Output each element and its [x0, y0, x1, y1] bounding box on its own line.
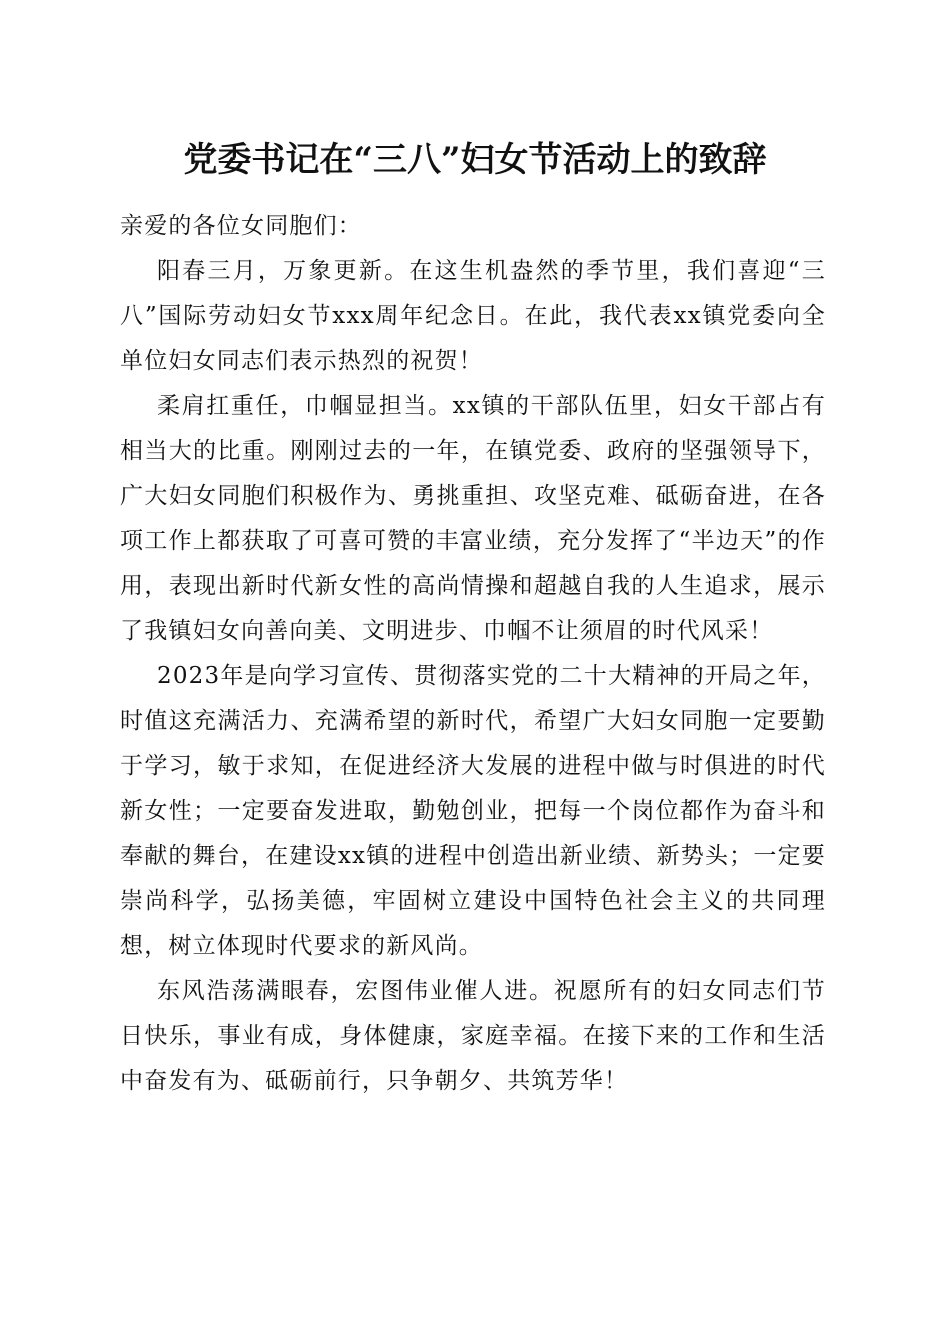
document-title: 党委书记在“三八”妇女节活动上的致辞: [183, 140, 767, 180]
paragraph-expectations: 2023年是向学习宣传、贯彻落实党的二十大精神的开局之年，时值这充满活力、充满希望的新时代，希望广大妇女同胞一定要勤于学习，敏于求知，在促进经济大发展的进程中做与时俱进的时代新女性；一定要奋发进取，勤勉创业，把每一个岗位都作为奋斗和奉献的舞台，在建设xx镇的进程中创造出新业绩、新势头；一定要崇尚科学，弘扬美德，牢固树立建设中国特色社会主义的共同理想，树立体现时代要求的新风尚。: [120, 663, 826, 959]
salutation: 亲爱的各位女同胞们：: [120, 213, 362, 239]
document-body: [120, 204, 826, 1104]
paragraph-wishes: 东风浩荡满眼春，宏图伟业催人进。祝愿所有的妇女同志们节日快乐，事业有成，身体健康，家庭幸福。在接下来的工作和生活中奋发有为、砥砺前行，只争朝夕、共筑芳华！: [120, 978, 826, 1094]
paragraph-greeting: 阳春三月，万象更新。在这生机盎然的季节里，我们喜迎“三八”国际劳动妇女节xxx周年纪念日。在此，我代表xx镇党委向全单位妇女同志们表示热烈的祝贺！: [120, 258, 826, 374]
paragraph-achievements: 柔肩扛重任，巾帼显担当。xx镇的干部队伍里，妇女干部占有相当大的比重。刚刚过去的一年，在镇党委、政府的坚强领导下，广大妇女同胞们积极作为、勇挑重担、攻坚克难、砥砺奋进，在各项工作上都获取了可喜可赞的丰富业绩，充分发挥了“半边天”的作用，表现出新时代新女性的高尚情操和超越自我的人生追求，展示了我镇妇女向善向美、文明进步、巾帼不让须眉的时代风采！: [120, 393, 826, 644]
